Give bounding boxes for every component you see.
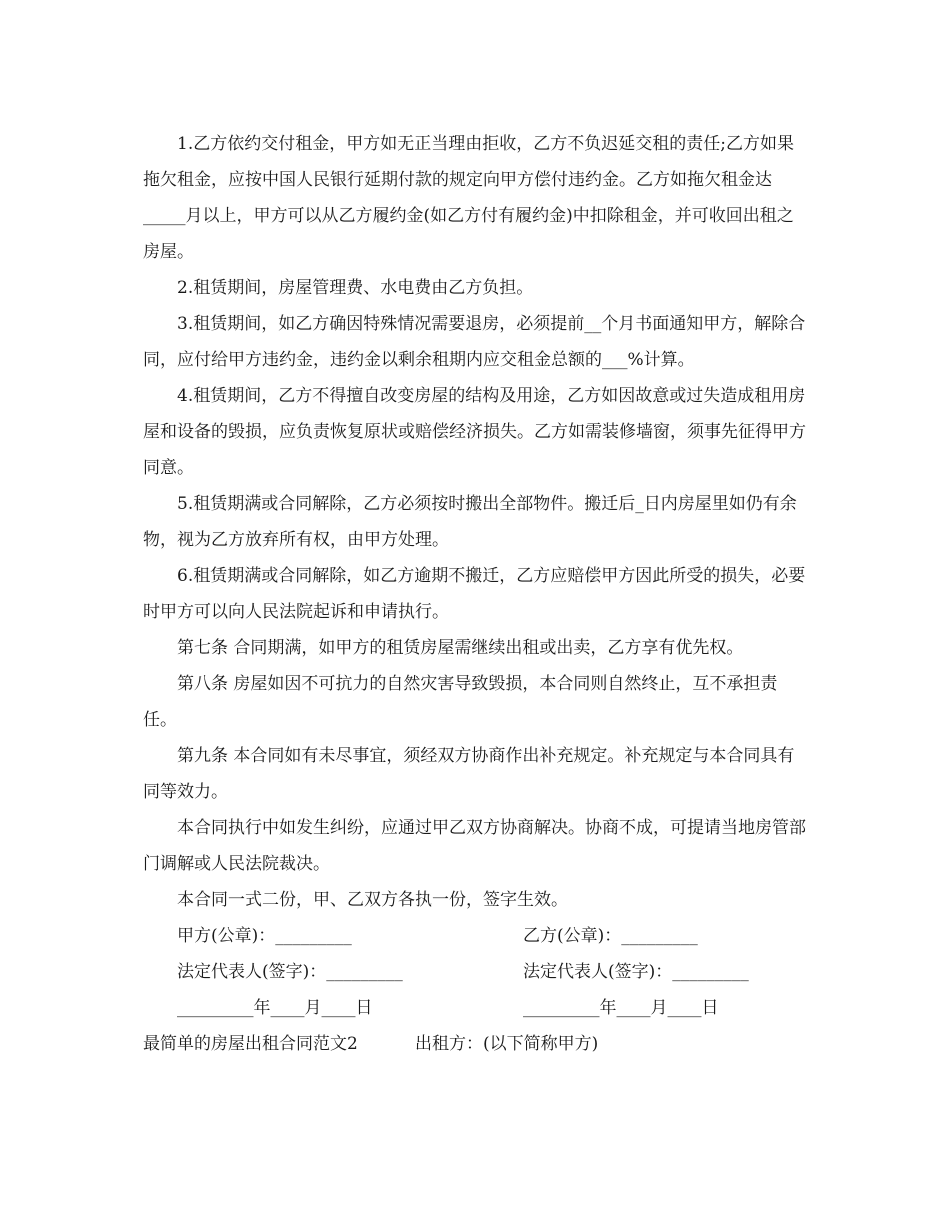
next-contract-heading-row	[143, 1026, 809, 1062]
party-a-date: _________年____月____日	[177, 998, 373, 1018]
article-8: 第八条 房屋如因不可抗力的自然灾害导致毁损，本合同则自然终止，互不承担责任。	[143, 674, 778, 730]
clause-5: 5.租赁期满或合同解除，乙方必须按时搬出全部物件。搬迁后_日内房屋里如仍有余物，视为乙方放弃所有权，由甲方处理。	[143, 494, 797, 550]
signature-date-row	[143, 990, 809, 1026]
signature-rep-row	[143, 954, 809, 990]
copies-clause: 本合同一式二份，甲、乙双方各执一份，签字生效。	[177, 890, 568, 910]
signature-seal-row	[143, 918, 809, 954]
clause-1: 1.乙方依约交付租金，甲方如无正当理由拒收，乙方不负迟延交租的责任;乙方如果拖欠租金，应按中国人民银行延期付款的规定向甲方偿付违约金。乙方如拖欠租金达_____月以上，甲方可以从乙方履约金(如乙方付有履约金)中扣除租金，并可收回出租之房屋。	[143, 134, 794, 262]
party-b-date: _________年____月____日	[523, 998, 719, 1018]
clause-6: 6.租赁期满或合同解除，如乙方逾期不搬迁，乙方应赔偿甲方因此所受的损失，必要时甲方可以向人民法院起诉和申请执行。	[143, 566, 806, 622]
article-9: 第九条 本合同如有未尽事宜，须经双方协商作出补充规定。补充规定与本合同具有同等效力。	[143, 746, 795, 802]
next-contract-title: 最简单的房屋出租合同范文2	[143, 1034, 358, 1054]
clause-2: 2.租赁期间，房屋管理费、水电费由乙方负担。	[177, 278, 534, 298]
lessor-label: 出租方：(以下简称甲方)	[415, 1034, 599, 1054]
clause-4: 4.租赁期间，乙方不得擅自改变房屋的结构及用途，乙方如因故意或过失造成租用房屋和设备的毁损，应负责恢复原状或赔偿经济损失。乙方如需装修墙窗，须事先征得甲方同意。	[143, 386, 806, 478]
dispute-clause: 本合同执行中如发生纠纷，应通过甲乙双方协商解决。协商不成，可提请当地房管部门调解或人民法院裁决。	[143, 818, 806, 874]
clause-3: 3.租赁期间，如乙方确因特殊情况需要退房，必须提前__个月书面通知甲方，解除合同，应付给甲方违约金，违约金以剩余租期内应交租金总额的___%计算。	[143, 314, 806, 370]
party-a-seal: 甲方(公章)：_________	[177, 926, 352, 946]
article-7: 第七条 合同期满，如甲方的租赁房屋需继续出租或出卖，乙方享有优先权。	[177, 638, 744, 658]
party-b-representative: 法定代表人(签字)：_________	[523, 962, 749, 982]
contract-body	[143, 126, 809, 1062]
party-a-representative: 法定代表人(签字)：_________	[177, 962, 403, 982]
party-b-seal: 乙方(公章)：_________	[523, 926, 698, 946]
